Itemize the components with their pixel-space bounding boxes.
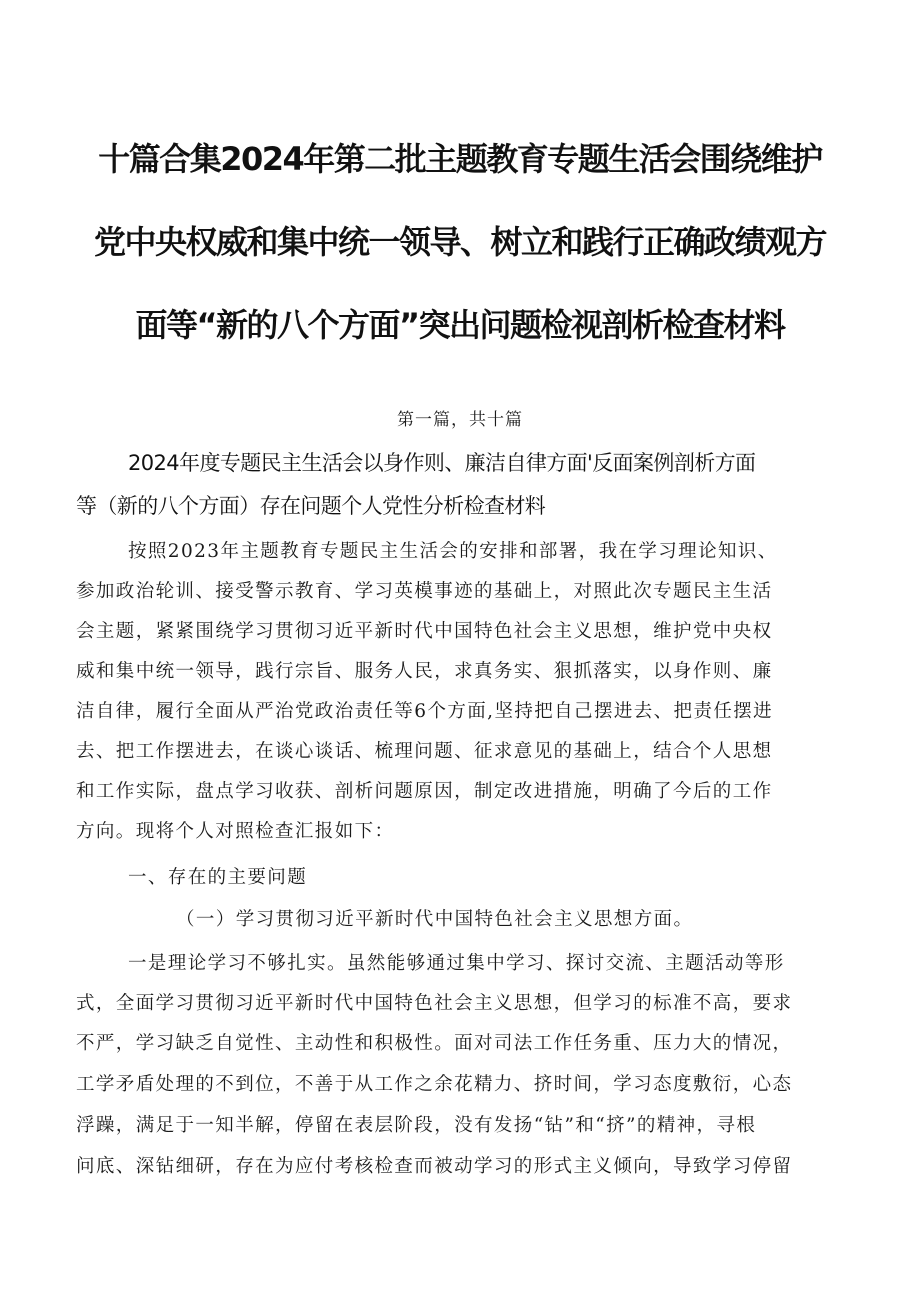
subtitle-line-2: 等（新的八个方面）存在问题个人党性分析检查材料 [76,494,546,518]
intro-line-3: 会主题，紧紧围绕学习贯彻习近平新时代中国特色社会主义思想，维护党中央权 [76,621,773,642]
section-heading: 一、存在的主要问题 [128,867,308,888]
subsection-heading: （一）学习贯彻习近平新时代中国特色社会主义思想方面。 [176,909,694,930]
body-line-6: 问底、深钻细研，存在为应付考核检查而被动学习的形式主义倾向，导致学习停留 [76,1156,793,1177]
subtitle-line-1: 2024年度专题民主生活会以身作则、廉洁自律方面'反面案例剖析方面 [128,451,756,475]
document-title-line-1: 十篇合集2024年第二批主题教育专题生活会围绕维护 [98,140,822,178]
intro-line-7: 和工作实际，盘点学习收获、剖析问题原因，制定改进措施，明确了今后的工作 [76,781,773,802]
document-title-line-3: 面等“新的八个方面”突出问题检视剖析检查材料 [135,306,785,344]
intro-line-4: 威和集中统一领导，践行宗旨、服务人民，求真务实、狠抓落实，以身作则、廉 [76,661,773,682]
body-line-1: 一是理论学习不够扎实。虽然能够通过集中学习、探讨交流、主题活动等形 [128,953,785,974]
part-label: 第一篇，共十篇 [397,410,523,430]
intro-line-2: 参加政治轮训、接受警示教育、学习英模事迹的基础上，对照此次专题民主生活 [76,581,773,602]
body-line-2: 式，全面学习贯彻习近平新时代中国特色社会主义思想，但学习的标准不高，要求 [76,993,793,1014]
body-line-4: 工学矛盾处理的不到位，不善于从工作之余花精力、挤时间，学习态度敷衍，心态 [76,1074,793,1095]
body-line-3: 不严，学习缺乏自觉性、主动性和积极性。面对司法工作任务重、压力大的情况， [76,1033,793,1054]
intro-line-5: 洁自律，履行全面从严治党政治责任等6个方面,坚持把自己摆进去、把责任摆进 [76,701,774,722]
intro-line-6: 去、把工作摆进去，在谈心谈话、梳理问题、征求意见的基础上，结合个人思想 [76,741,773,762]
intro-line-1: 按照2023年主题教育专题民主生活会的安排和部署，我在学习理论知识、 [128,541,778,562]
body-line-5: 浮躁，满足于一知半解，停留在表层阶段，没有发扬“钻”和“挤”的精神，寻根 [76,1115,757,1136]
intro-line-8: 方向。现将个人对照检查汇报如下： [76,821,395,842]
document-title-line-2: 党中央权威和集中统一领导、树立和践行正确政绩观方 [93,223,826,261]
